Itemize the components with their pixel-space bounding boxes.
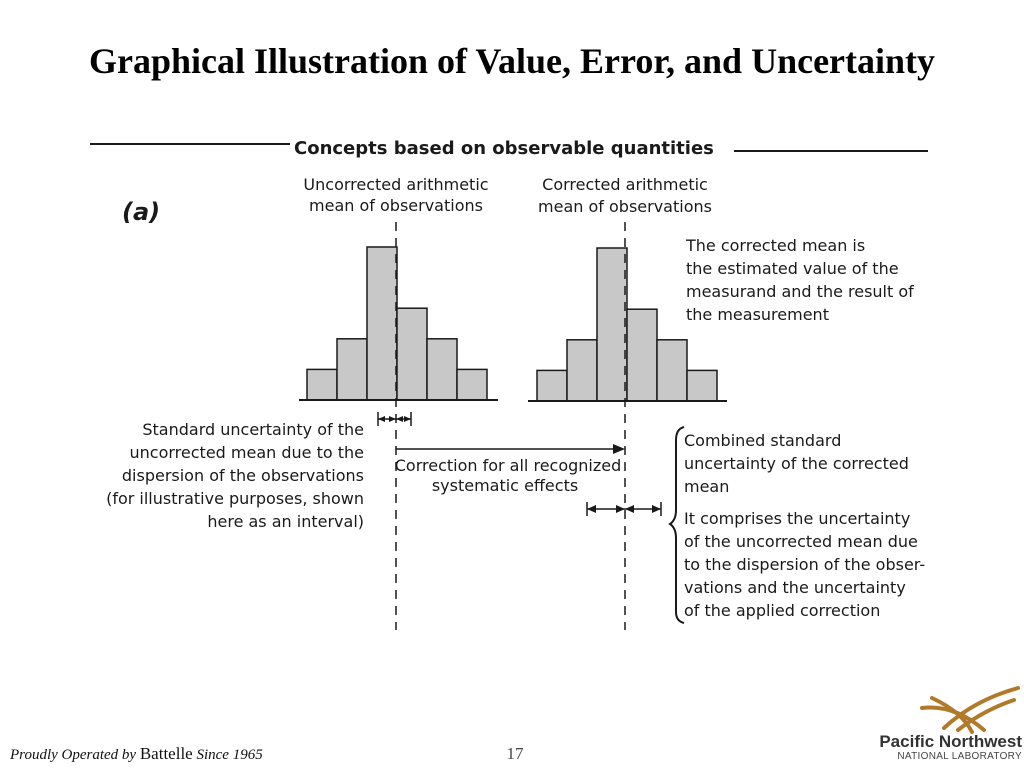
figure-heading: Concepts based on observable quantities <box>294 138 714 159</box>
uncorrected-label-line-1: Uncorrected arithmetic <box>303 175 489 194</box>
slide-title: Graphical Illustration of Value, Error, and Uncertainty <box>88 41 936 81</box>
std-uncertainty-note-line-2: uncorrected mean due to the <box>129 443 364 462</box>
corrected-note-line-4: the measurement <box>686 305 829 324</box>
corrected-histogram-bar <box>597 248 627 401</box>
panel-label: (a) <box>122 198 161 226</box>
uncorrected-histogram-bar <box>397 308 427 400</box>
uncorrected-histogram-bar <box>307 369 337 400</box>
correction-label-line-2: systematic effects <box>431 476 579 495</box>
corrected-histogram-bar <box>627 309 657 401</box>
combined-note-line-2: uncertainty of the corrected <box>684 454 909 473</box>
uncorrected-histogram <box>307 247 487 400</box>
corrected-note-line-1: The corrected mean is <box>686 236 866 255</box>
combined-uncertainty-interval <box>587 502 661 516</box>
comprises-note-line-3: to the dispersion of the obser- <box>684 555 926 574</box>
correction-label-line-1: Correction for all recognized <box>394 456 622 475</box>
pnnl-logo <box>832 686 1022 766</box>
uncorrected-label-line-2: mean of observations <box>309 196 483 215</box>
pnnl-logo-mark <box>914 686 1024 736</box>
footer-battelle: Battelle <box>139 744 193 763</box>
corrected-label-line-1: Corrected arithmetic <box>542 175 708 194</box>
uncorrected-histogram-bar <box>427 339 457 400</box>
uncorrected-histogram-bar <box>337 339 367 400</box>
corrected-histogram-bar <box>537 370 567 401</box>
standard-uncertainty-interval <box>378 412 411 426</box>
comprises-note-line-1: It comprises the uncertainty <box>684 509 911 528</box>
corrected-histogram-bar <box>567 340 597 401</box>
logo-subtitle: NATIONAL LABORATORY <box>897 751 1022 762</box>
logo-name: Pacific Northwest <box>879 732 1022 751</box>
curly-brace <box>670 427 684 623</box>
comprises-note-line-4: vations and the uncertainty <box>684 578 906 597</box>
uncorrected-histogram-bar <box>367 247 397 400</box>
std-uncertainty-note-line-1: Standard uncertainty of the <box>142 420 364 439</box>
combined-note-line-1: Combined standard <box>684 431 842 450</box>
corrected-label-line-2: mean of observations <box>538 197 712 216</box>
uncorrected-histogram-bar <box>457 369 487 400</box>
std-uncertainty-note-line-4: (for illustrative purposes, shown <box>106 489 364 508</box>
footer-operated-by <box>10 744 263 764</box>
corrected-note-line-2: the estimated value of the <box>686 259 899 278</box>
correction-arrow <box>396 444 625 454</box>
page-number: 17 <box>506 744 524 763</box>
corrected-histogram-bar <box>657 340 687 401</box>
std-uncertainty-note-line-3: dispersion of the observations <box>121 466 364 485</box>
std-uncertainty-note-line-5: here as an interval) <box>207 512 364 531</box>
comprises-note-line-5: of the applied correction <box>684 601 881 620</box>
footer-proudly: Proudly Operated by <box>10 747 137 763</box>
corrected-histogram-bar <box>687 370 717 401</box>
comprises-note-line-2: of the uncorrected mean due <box>684 532 918 551</box>
corrected-note-line-3: measurand and the result of <box>686 282 914 301</box>
combined-note-line-3: mean <box>684 477 730 496</box>
footer-since: Since 1965 <box>196 747 263 763</box>
